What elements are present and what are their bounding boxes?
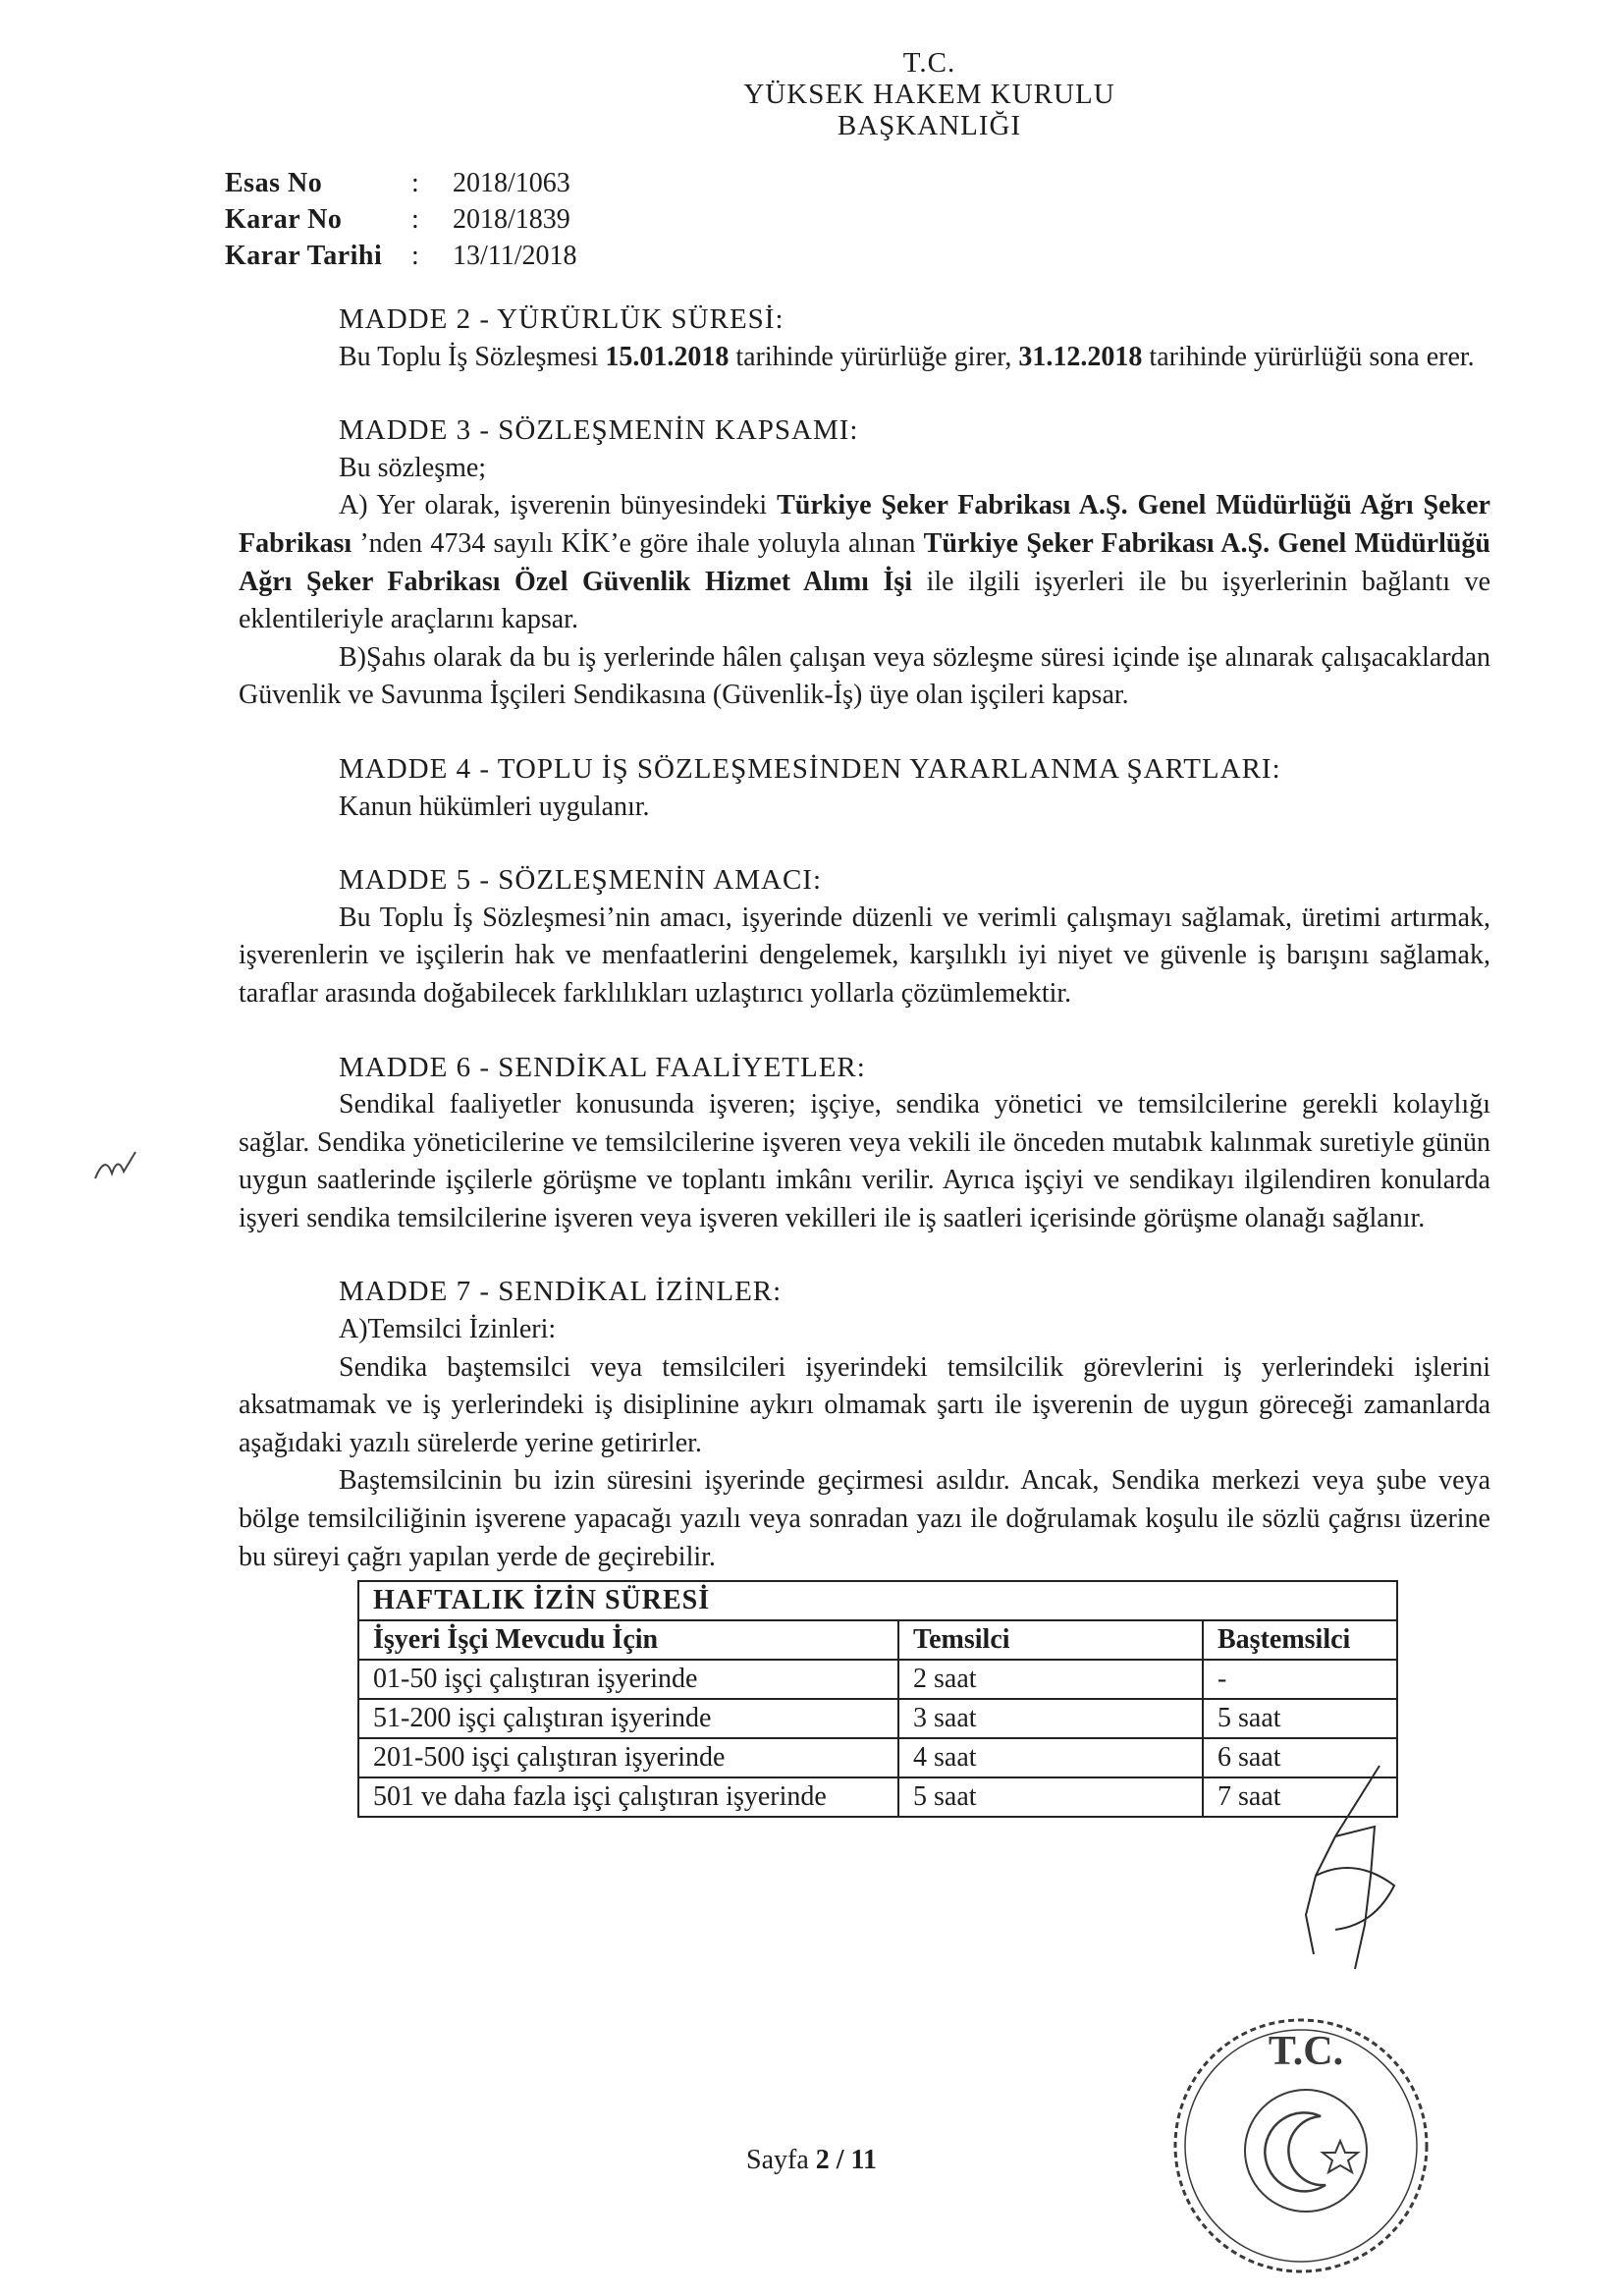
header-department: BAŞKANLIĞI (837, 110, 1022, 141)
meta-key: Karar Tarihi (225, 241, 383, 271)
table-cell: 5 saat (1203, 1699, 1397, 1738)
article-title: MADDE 3 - SÖZLEŞMENİN KAPSAMI: (339, 414, 859, 447)
meta-key: Karar No (225, 204, 343, 235)
meta-value: 2018/1063 (453, 168, 570, 198)
page-footer (0, 2145, 1623, 2176)
table-cell: 7 saat (1203, 1777, 1397, 1817)
initial-mark (90, 1144, 139, 1188)
signature-mark (1276, 1758, 1414, 1984)
article-text: Bu Toplu İş Sözleşmesi’nin amacı, işyerinde düzenli ve verimli çalışmayı sağlamak, üretimi artırmak, işverenlerin ve işçilerin hak ve menfaatlerini dengelemek, karşılıklı iyi niyet ve güvenle iş barışını sağlamak, taraflar arasında doğabilecek farklılıkları uzlaştırıcı yollarla çözümlemektir. (239, 902, 1490, 1009)
article-3 (239, 411, 1490, 715)
table-row (358, 1738, 1397, 1777)
clause-a (239, 487, 1490, 638)
table-cell: - (1203, 1660, 1397, 1699)
article-title: MADDE 4 - TOPLU İŞ SÖZLEŞMESİNDEN YARARLANMA ŞARTLARI: (339, 752, 1281, 785)
meta-value: 2018/1839 (453, 204, 570, 235)
text-run: A) Yer olarak, işverenin bünyesindeki (339, 490, 778, 521)
article-7 (239, 1273, 1490, 1818)
table-cell: 5 saat (898, 1777, 1203, 1817)
table-cell: 201-500 işçi çalıştıran işyerinde (358, 1738, 898, 1777)
page-number: 2 / 11 (815, 2145, 877, 2175)
table-cell: 01-50 işçi çalıştıran işyerinde (358, 1660, 898, 1699)
column-header: Baştemsilci (1203, 1620, 1397, 1660)
column-header: Temsilci (898, 1620, 1203, 1660)
seal-text: T.C. (1268, 2029, 1344, 2074)
article-6 (239, 1049, 1490, 1238)
clause-b: B)Şahıs olarak da bu iş yerlerinde hâlen çalışan veya sözleşme süresi içinde işe alınarak çalışacaklardan Güvenlik ve Savunma İşçileri Sendikasına (Güvenlik-İş) üye olan işçileri kapsar. (239, 641, 1490, 711)
header-institution: YÜKSEK HAKEM KURULU (743, 79, 1115, 110)
article-intro: Bu sözleşme; (339, 452, 487, 483)
article-text: Sendikal faaliyetler konusunda işveren; işçiye, sendika yönetici ve temsilcilerine gerekli kolaylığı sağlar. Sendika yöneticilerine ve temsilcilerine işveren veya vekili ile önceden mutabık kalınmak suretiyle günün uygun saatlerinde işçilerle görüşme ve toplantı imkânı verilir. Ayrıca işçiyi ve sendikayı ilgilendiren konularda işyeri sendika temsilcilerine işveren veya işveren vekilleri ile iş saatleri içerisinde görüşme olanağı sağlanır. (239, 1089, 1490, 1233)
header-tc: T.C. (902, 47, 956, 79)
text-run: Bu Toplu İş Sözleşmesi (339, 341, 606, 372)
page-label: Sayfa (746, 2145, 816, 2175)
table-cell: 51-200 işçi çalıştıran işyerinde (358, 1699, 898, 1738)
document-body (239, 301, 1490, 1818)
column-header: İşyeri İşçi Mevcudu İçin (358, 1620, 898, 1660)
table-cell: 4 saat (898, 1738, 1203, 1777)
meta-sep: : (411, 204, 419, 235)
table-cell: 6 saat (1203, 1738, 1397, 1777)
article-title: MADDE 2 - YÜRÜRLÜK SÜRESİ: (339, 303, 784, 335)
employer-name: Türkiye Şeker Fabrikası A.Ş. Genel Müdürlüğü Ağrı Şeker Fabrikası (239, 490, 1490, 559)
meta-sep: : (411, 241, 419, 271)
text-run: tarihinde yürürlüğe girer, (729, 341, 1019, 372)
meta-key: Esas No (225, 168, 323, 198)
table-row (358, 1660, 1397, 1699)
table-header-row (358, 1620, 1397, 1660)
document-header (0, 47, 1623, 141)
article-text: Kanun hükümleri uygulanır. (339, 791, 650, 822)
article-subtitle: A)Temsilci İzinleri: (339, 1314, 557, 1345)
text-run: ’nden 4734 sayılı KİK’e göre ihale yoluyla alınan (352, 527, 924, 559)
meta-sep: : (411, 168, 419, 198)
article-2 (239, 301, 1490, 376)
case-meta (225, 165, 577, 274)
article-title: MADDE 5 - SÖZLEŞMENİN AMACI: (339, 864, 822, 897)
meta-karar-tarihi (225, 238, 577, 274)
weekly-leave-table (357, 1580, 1398, 1818)
article-paragraph: Baştemsilcinin bu izin süresini işyerinde geçirmesi asıldır. Ancak, Sendika merkezi veya şube veya bölge temsilciliğinin işverene yapacağı yazılı veya sonradan yazı ile doğrulamak koşulu ile sözlü çağrısı üzerine bu süreyi çağrı yapılan yerde de geçirebilir. (239, 1465, 1490, 1572)
article-5 (239, 861, 1490, 1012)
table-title-row (358, 1581, 1397, 1620)
article-title: MADDE 7 - SENDİKAL İZİNLER: (339, 1276, 783, 1308)
article-title: MADDE 6 - SENDİKAL FAALİYETLER: (339, 1051, 866, 1083)
article-paragraph: Sendika baştemsilci veya temsilcileri işyerindeki temsilcilik görevlerini iş yerlerindeki işlerini aksatmamak ve iş yerlerindeki iş disiplinine aykırı olmamak şartı ile işverenin de uygun göreceği zamanlarda aşağıdaki yazılı sürelerde yerine getirirler. (239, 1351, 1490, 1458)
start-date: 15.01.2018 (605, 341, 730, 372)
table-title: HAFTALIK İZİN SÜRESİ (358, 1581, 1397, 1620)
meta-esas-no (225, 165, 577, 201)
text-run: ile ilgili işyerleri ile bu işyerlerinin bağlantı ve eklentileriyle araçlarını kapsar. (239, 566, 1491, 635)
meta-value: 13/11/2018 (453, 241, 577, 271)
tender-name: Türkiye Şeker Fabrikası A.Ş. Genel Müdürlüğü Ağrı Şeker Fabrikası Özel Güvenlik Hizmet Alımı İşi (239, 527, 1490, 597)
table-cell: 2 saat (898, 1660, 1203, 1699)
meta-karar-no (225, 201, 577, 238)
article-text (239, 339, 1490, 377)
table-row (358, 1699, 1397, 1738)
table-row (358, 1777, 1397, 1817)
end-date: 31.12.2018 (1018, 341, 1143, 372)
table-cell: 3 saat (898, 1699, 1203, 1738)
article-4 (239, 750, 1490, 826)
table-cell: 501 ve daha fazla işçi çalıştıran işyerinde (358, 1777, 898, 1817)
text-run: tarihinde yürürlüğü sona erer. (1142, 341, 1475, 372)
